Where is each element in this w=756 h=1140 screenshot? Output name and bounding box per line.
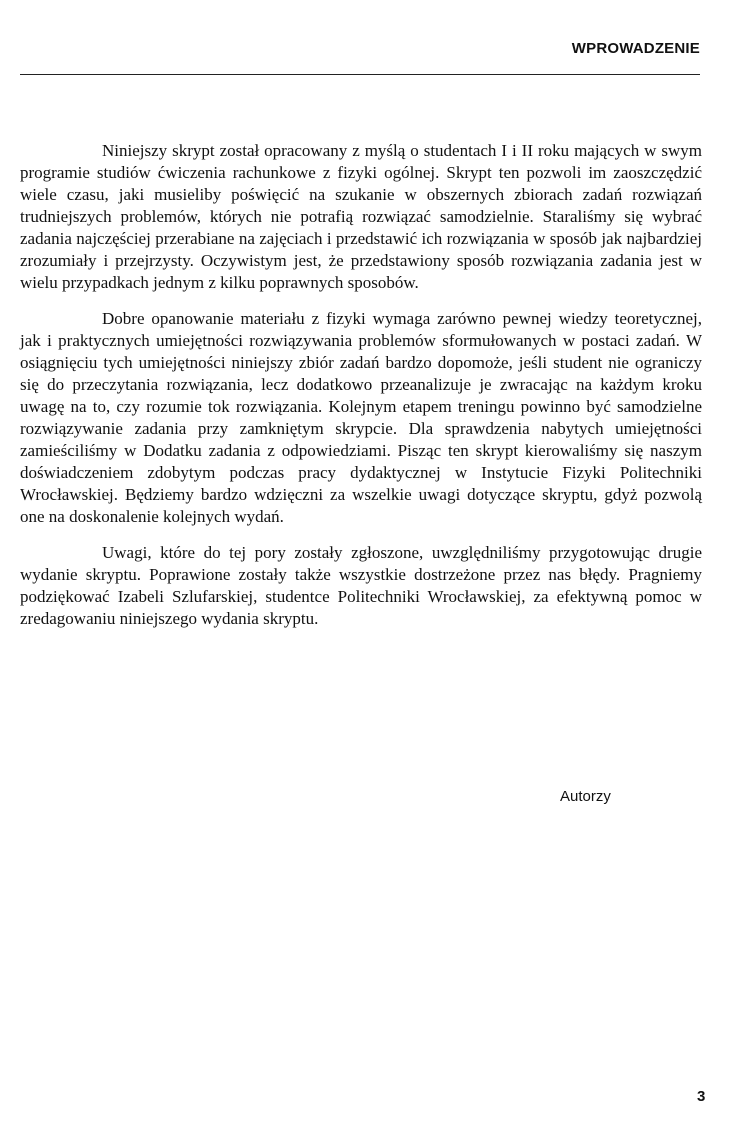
- paragraph-3: Uwagi, które do tej pory zostały zgłoszone, uwzględniliśmy przygotowując drugie wydanie skryptu. Poprawione zostały także wszystkie dostrzeżone przez nas błędy. Pragniemy podziękować Izabeli Szlufarskiej, studentce Politechniki Wrocławskiej, za efektywną pomoc w zredagowaniu niniejszego wydania skryptu.: [20, 543, 702, 628]
- section-title: WPROWADZENIE: [571, 40, 700, 57]
- running-header: [20, 38, 700, 78]
- paragraph-2: Dobre opanowanie materiału z fizyki wymaga zarówno pewnej wiedzy teoretycznej, jak i praktycznych umiejętności rozwiązywania problemów sformułowanych w postaci zadań. W osiągnięciu tych umiejętności niniejszy zbiór zadań bardzo dopomoże, jeśli student nie ograniczy się do przeczytania rozwiązania, lecz dodatkowo przeanalizuje je zwracając na każdym kroku uwagę na to, czy rozumie tok rozwiązania. Kolejnym etapem treningu powinno być samodzielne rozwiązywanie zadania przy zamkniętym skrypcie. Dla sprawdzenia nabytych umiejętności zamieściliśmy w Dodatku zadania z odpowiedziami. Pisząc ten skrypt kierowaliśmy się naszym doświadczeniem zdobytym podczas pracy dydaktycznej w Instytucie Fizyki Politechniki Wrocławskiej. Będziemy bardzo wdzięczni za wszelkie uwagi dotyczące skryptu, gdyż pozwolą one na doskonalenie kolejnych wydań.: [20, 309, 702, 526]
- paragraph-1: Niniejszy skrypt został opracowany z myślą o studentach I i II roku mających w swym programie studiów ćwiczenia rachunkowe z fizyki ogólnej. Skrypt ten pozwoli im zaoszczędzić wiele czasu, jaki musieliby poświęcić na szukanie w obszernych zbiorach zadań rozwiązań trudniejszych problemów, których nie potrafią rozwiązać samodzielnie. Staraliśmy się wybrać zadania najczęściej przerabiane na zajęciach i przedstawić ich rozwiązania w sposób jak najbardziej zrozumiały i przejrzysty. Oczywistym jest, że przedstawiony sposób rozwiązania zadania jest w wielu przypadkach jednym z kilku poprawnych sposobów.: [20, 141, 702, 292]
- header-rule: [20, 74, 700, 75]
- authors-signature: Autorzy: [560, 788, 611, 805]
- introduction-text: [20, 140, 702, 644]
- page-number: 3: [697, 1088, 706, 1105]
